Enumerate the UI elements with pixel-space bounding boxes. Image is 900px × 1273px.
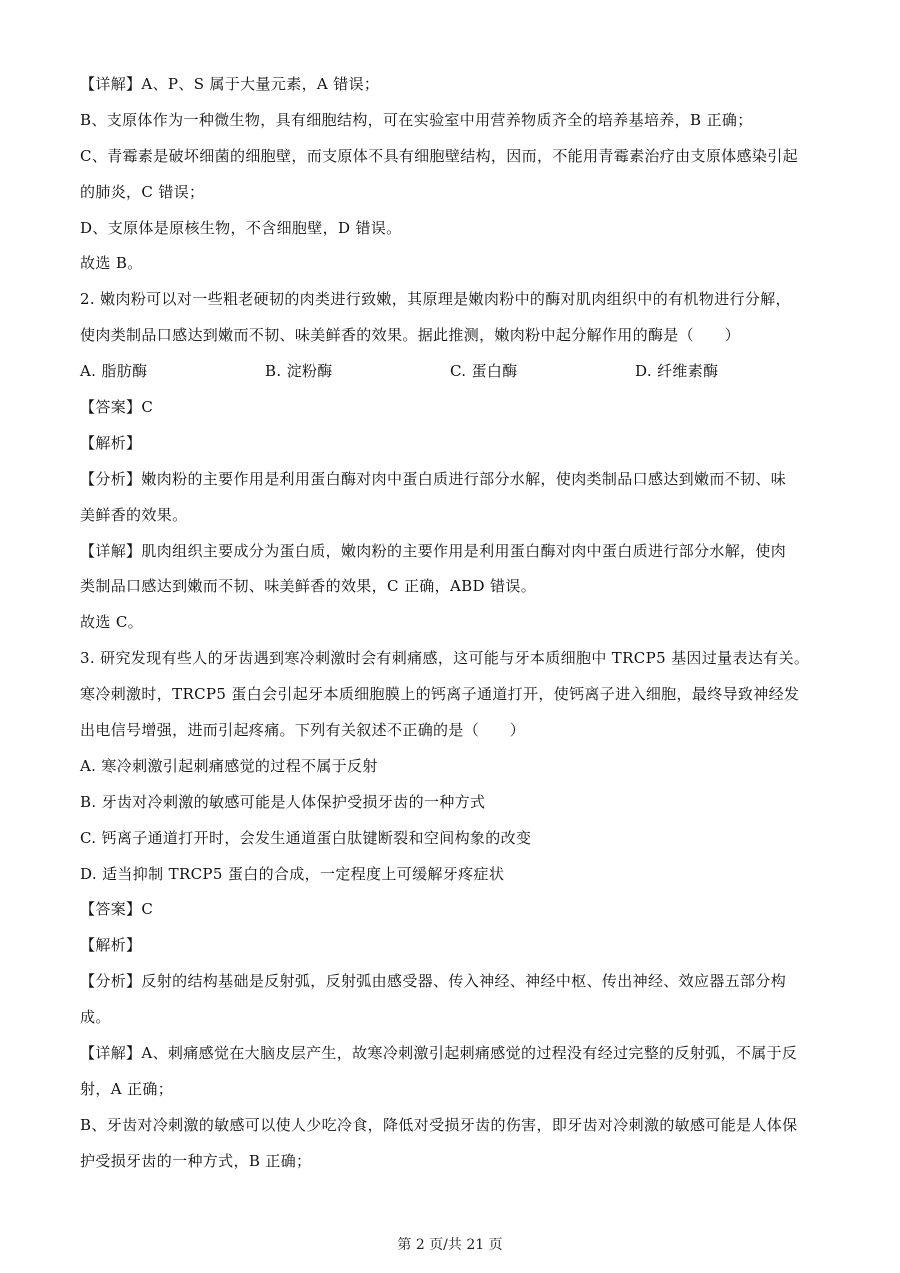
q2-option-c: C. 蛋白酶 [450, 362, 518, 381]
q3-answer: 【答案】C [80, 900, 154, 919]
q2-option-b: B. 淀粉酶 [265, 362, 333, 381]
q2-options [80, 361, 824, 381]
q2-conclusion: 故选 C。 [80, 613, 143, 632]
q3-detail-b-line1: B、牙齿对冷刺激的敏感可以使人少吃冷食，降低对受损牙齿的伤害，即牙齿对冷刺激的敏感可能是人体保 [80, 1115, 798, 1134]
q2-stem-line2: 使肉类制品口感达到嫩而不韧、味美鲜香的效果。据此推测，嫩肉粉中起分解作用的酶是（ ） [80, 326, 741, 345]
q3-stem-line2: 寒冷刺激时，TRCP5 蛋白会引起牙本质细胞膜上的钙离子通道打开，使钙离子进入细胞，最终导致神经发 [80, 685, 800, 704]
q1-conclusion: 故选 B。 [80, 254, 143, 273]
q2-detail-line1: 【详解】肌肉组织主要成分为蛋白质，嫩肉粉的主要作用是利用蛋白酶对肉中蛋白质进行部分水解，使肉 [80, 541, 787, 560]
q3-analysis-line1: 【分析】反射的结构基础是反射弧，反射弧由感受器、传入神经、神经中枢、传出神经、效应器五部分构 [80, 972, 787, 991]
q2-analysis-heading: 【解析】 [80, 433, 142, 452]
q3-option-c: C. 钙离子通道打开时，会发生通道蛋白肽键断裂和空间构象的改变 [80, 828, 532, 847]
q3-detail-a-line2: 射，A 正确； [80, 1079, 174, 1098]
q1-detail-b: B、支原体作为一种微生物，具有细胞结构，可在实验室中用营养物质齐全的培养基培养，B 正确； [80, 110, 753, 129]
q2-analysis-line2: 美鲜香的效果。 [80, 505, 188, 524]
q1-detail-a: 【详解】A、P、S 属于大量元素，A 错误； [80, 75, 380, 93]
q2-option-d: D. 纤维素酶 [635, 362, 719, 381]
page-number-footer: 第 2 页/共 21 页 [397, 1237, 503, 1253]
q3-option-b: B. 牙齿对冷刺激的敏感可能是人体保护受损牙齿的一种方式 [80, 792, 486, 811]
q2-stem-line1: 2. 嫩肉粉可以对一些粗老硬韧的肉类进行致嫩，其原理是嫩肉粉中的酶对肌肉组织中的有机物进行分解， [80, 290, 791, 309]
q3-analysis-line2: 成。 [80, 1008, 111, 1027]
page-content [80, 74, 824, 1187]
q3-detail-b-line2: 护受损牙齿的一种方式，B 正确； [80, 1151, 312, 1170]
q3-stem-line1: 3. 研究发现有些人的牙齿遇到寒冷刺激时会有刺痛感，这可能与牙本质细胞中 TRCP5 基因过量表达有关。 [80, 649, 810, 668]
q2-detail-line2: 类制品口感达到嫩而不韧、味美鲜香的效果，C 正确，ABD 错误。 [80, 577, 537, 596]
q1-detail-c-line2: 的肺炎，C 错误； [80, 182, 205, 201]
q3-analysis-heading: 【解析】 [80, 936, 142, 955]
q1-detail-d: D、支原体是原核生物，不含细胞壁，D 错误。 [80, 218, 402, 237]
q2-analysis-line1: 【分析】嫩肉粉的主要作用是利用蛋白酶对肉中蛋白质进行部分水解，使肉类制品口感达到嫩而不韧、味 [80, 469, 787, 488]
q2-answer: 【答案】C [80, 398, 154, 417]
q3-detail-a-line1: 【详解】A、刺痛感觉在大脑皮层产生，故寒冷刺激引起刺痛感觉的过程没有经过完整的反射弧，不属于反 [80, 1044, 798, 1063]
q3-stem-line3: 出电信号增强，进而引起疼痛。下列有关叙述不正确的是（ ） [80, 721, 526, 740]
q2-option-a: A. 脂肪酶 [80, 362, 148, 381]
q3-option-d: D. 适当抑制 TRCP5 蛋白的合成，一定程度上可缓解牙疼症状 [80, 864, 505, 883]
q3-option-a: A. 寒冷刺激引起刺痛感觉的过程不属于反射 [80, 756, 378, 775]
q1-detail-c-line1: C、青霉素是破坏细菌的细胞壁，而支原体不具有细胞壁结构，因而，不能用青霉素治疗由支原体感染引起 [80, 146, 798, 165]
